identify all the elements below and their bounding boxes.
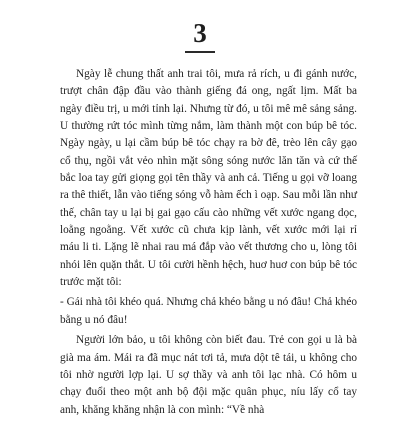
chapter-number: 3 bbox=[193, 18, 207, 48]
paragraph: Người lớn bảo, u tôi không còn biết đau. Trẻ con gọi u là bà già ma ám. Mái ra đã mục nát tơi tả, mưa dột tê tái, u không cho tôi nhờ người lợp lại. U sợ thầy và anh tôi lạc nhà. Có hôm u chạy đuổi theo một anh bộ đội mặc quân phục, níu lấy cổ tay anh, khăng khăng nhận là con mình: “Về nhà bbox=[60, 334, 357, 416]
chapter-body bbox=[60, 66, 357, 422]
chapter-divider bbox=[185, 51, 215, 53]
dialogue-line: - Gái nhà tôi khéo quá. Nhưng chả khéo bằng u nó đâu! Chả khéo bằng u nó đâu! bbox=[60, 296, 357, 326]
paragraph: Ngày lễ chung thất anh trai tôi, mưa rả rích, u đi gánh nước, trượt chân đập đầu vào thành giếng đá ong, ngất lịm. Mất ba ngày điều trị, u mới tỉnh lại. Nhưng từ đó, u tôi mê mê sảng sảng. U thường rứt tóc mình từng nắm, làm thành một con búp bê tóc. Ngày ngày, u lại cầm búp bê tóc chạy ra bờ đê, trèo lên cây gạo cổ thụ, ngồi vắt vẻo nhìn mặt sông sóng nước lăn tăn và cứ thế bắc loa tay gửi giọng gọi tên thầy và anh cả. Tiếng u gọi vỡ loang ra thê thiết, lẫn vào tiếng sóng vỗ hàm ếch ì oạp. Sau mỗi lần như thế, chân tay u lại bị gai gạo cấu cào những vết xước ngang dọc, loằng ngoằng. Vết xước cũ chưa kịp lành, vết xước mới lại rỉ máu li ti. Lặng lẽ nhai rau má đắp vào vết thương cho u, lòng tôi nhói lên quặn thắt. U tôi cười hềnh hệch, huơ huơ con búp bê tóc trước mặt tôi: bbox=[60, 68, 357, 289]
